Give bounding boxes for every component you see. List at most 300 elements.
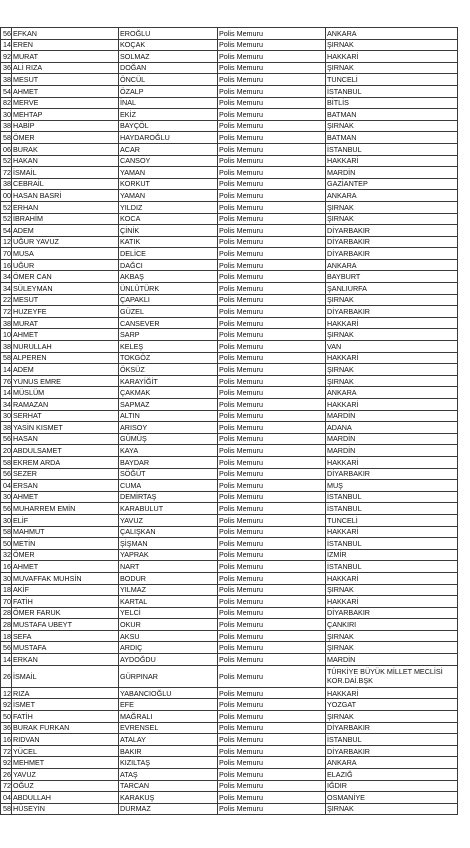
last-name-cell: DEMİRTAŞ	[119, 491, 218, 503]
unit-cell: ANKARA	[326, 259, 458, 271]
title-cell: Polis Memuru	[218, 803, 326, 815]
first-name-cell: SEFA	[12, 630, 119, 642]
unit-cell: ŞIRNAK	[326, 294, 458, 306]
unit-cell: ANKARA	[326, 28, 458, 40]
first-name-cell: ÖMER FARUK	[12, 607, 119, 619]
title-cell: Polis Memuru	[218, 433, 326, 445]
row-number-cell: 28	[1, 607, 12, 619]
unit-cell: İSTANBUL	[326, 561, 458, 573]
table-row	[1, 167, 458, 179]
unit-cell: GAZİANTEP	[326, 178, 458, 190]
last-name-cell: KIZILTAŞ	[119, 757, 218, 769]
title-cell: Polis Memuru	[218, 143, 326, 155]
title-cell: Polis Memuru	[218, 745, 326, 757]
last-name-cell: ATAŞ	[119, 769, 218, 781]
row-number-cell: 34	[1, 399, 12, 411]
table-row	[1, 538, 458, 550]
row-number-cell: 06	[1, 143, 12, 155]
last-name-cell: HAYDAROĞLU	[119, 132, 218, 144]
title-cell: Polis Memuru	[218, 364, 326, 376]
last-name-cell: DELİCE	[119, 248, 218, 260]
title-cell: Polis Memuru	[218, 294, 326, 306]
last-name-cell: KORKUT	[119, 178, 218, 190]
title-cell: Polis Memuru	[218, 480, 326, 492]
first-name-cell: ABDULLAH	[12, 792, 119, 804]
title-cell: Polis Memuru	[218, 734, 326, 746]
first-name-cell: YÜCEL	[12, 745, 119, 757]
table-row	[1, 178, 458, 190]
last-name-cell: MAĞRALI	[119, 711, 218, 723]
table-row	[1, 294, 458, 306]
table-row	[1, 271, 458, 283]
row-number-cell: 12	[1, 236, 12, 248]
unit-cell: HAKKARİ	[326, 51, 458, 63]
personnel-table-body	[1, 28, 458, 815]
title-cell: Polis Memuru	[218, 642, 326, 654]
table-row	[1, 745, 458, 757]
first-name-cell: ADEM	[12, 225, 119, 237]
title-cell: Polis Memuru	[218, 769, 326, 781]
row-number-cell: 52	[1, 213, 12, 225]
unit-cell: İSTANBUL	[326, 734, 458, 746]
row-number-cell: 70	[1, 248, 12, 260]
row-number-cell: 36	[1, 62, 12, 74]
row-number-cell: 58	[1, 456, 12, 468]
unit-cell: ANKARA	[326, 190, 458, 202]
unit-cell: ÇANKIRI	[326, 619, 458, 631]
first-name-cell: ERSAN	[12, 480, 119, 492]
row-number-cell: 14	[1, 387, 12, 399]
first-name-cell: METİN	[12, 538, 119, 550]
unit-cell: HAKKARİ	[326, 155, 458, 167]
first-name-cell: YUNUS EMRE	[12, 375, 119, 387]
first-name-cell: AHMET	[12, 329, 119, 341]
table-row	[1, 584, 458, 596]
first-name-cell: YASİN KISMET	[12, 422, 119, 434]
first-name-cell: SÜLEYMAN	[12, 283, 119, 295]
row-number-cell: 56	[1, 468, 12, 480]
title-cell: Polis Memuru	[218, 39, 326, 51]
first-name-cell: ELİF	[12, 514, 119, 526]
last-name-cell: AYDOĞDU	[119, 654, 218, 666]
first-name-cell: SEZER	[12, 468, 119, 480]
first-name-cell: MURAT	[12, 51, 119, 63]
row-number-cell: 92	[1, 757, 12, 769]
title-cell: Polis Memuru	[218, 167, 326, 179]
title-cell: Polis Memuru	[218, 213, 326, 225]
last-name-cell: GÜRPINAR	[119, 665, 218, 687]
title-cell: Polis Memuru	[218, 259, 326, 271]
title-cell: Polis Memuru	[218, 97, 326, 109]
first-name-cell: MERVE	[12, 97, 119, 109]
unit-cell: ŞIRNAK	[326, 642, 458, 654]
first-name-cell: HÜSEYİN	[12, 803, 119, 815]
title-cell: Polis Memuru	[218, 514, 326, 526]
row-number-cell: 38	[1, 317, 12, 329]
table-row	[1, 445, 458, 457]
row-number-cell: 28	[1, 619, 12, 631]
row-number-cell: 38	[1, 422, 12, 434]
table-row	[1, 399, 458, 411]
row-number-cell: 82	[1, 97, 12, 109]
first-name-cell: EFKAN	[12, 28, 119, 40]
unit-cell: İSTANBUL	[326, 491, 458, 503]
first-name-cell: FATİH	[12, 711, 119, 723]
first-name-cell: EREN	[12, 39, 119, 51]
row-number-cell: 30	[1, 572, 12, 584]
last-name-cell: ŞİŞMAN	[119, 538, 218, 550]
row-number-cell: 16	[1, 259, 12, 271]
last-name-cell: GÜMÜŞ	[119, 433, 218, 445]
unit-cell: ŞIRNAK	[326, 39, 458, 51]
title-cell: Polis Memuru	[218, 352, 326, 364]
unit-cell: MARDİN	[326, 167, 458, 179]
unit-cell: BİTLİS	[326, 97, 458, 109]
unit-cell: ŞIRNAK	[326, 584, 458, 596]
unit-cell: HAKKARİ	[326, 687, 458, 699]
last-name-cell: YAPRAK	[119, 549, 218, 561]
row-number-cell: 70	[1, 596, 12, 608]
first-name-cell: AHMET	[12, 85, 119, 97]
last-name-cell: BAKIR	[119, 745, 218, 757]
title-cell: Polis Memuru	[218, 619, 326, 631]
title-cell: Polis Memuru	[218, 329, 326, 341]
table-row	[1, 619, 458, 631]
unit-cell: DİYARBAKIR	[326, 468, 458, 480]
last-name-cell: YILMAZ	[119, 584, 218, 596]
unit-cell: İZMİR	[326, 549, 458, 561]
title-cell: Polis Memuru	[218, 62, 326, 74]
last-name-cell: YAMAN	[119, 167, 218, 179]
last-name-cell: SOLMAZ	[119, 51, 218, 63]
first-name-cell: HABİP	[12, 120, 119, 132]
first-name-cell: İSMAİL	[12, 665, 119, 687]
first-name-cell: CEBRAİL	[12, 178, 119, 190]
row-number-cell: 16	[1, 561, 12, 573]
row-number-cell: 14	[1, 39, 12, 51]
title-cell: Polis Memuru	[218, 445, 326, 457]
unit-cell: İSTANBUL	[326, 503, 458, 515]
table-row	[1, 607, 458, 619]
title-cell: Polis Memuru	[218, 399, 326, 411]
table-row	[1, 433, 458, 445]
row-number-cell: 26	[1, 769, 12, 781]
row-number-cell: 16	[1, 734, 12, 746]
row-number-cell: 30	[1, 410, 12, 422]
last-name-cell: ÜNLÜTÜRK	[119, 283, 218, 295]
title-cell: Polis Memuru	[218, 757, 326, 769]
unit-cell: ADANA	[326, 422, 458, 434]
row-number-cell: 18	[1, 584, 12, 596]
table-row	[1, 665, 458, 687]
last-name-cell: AKBAŞ	[119, 271, 218, 283]
row-number-cell: 56	[1, 642, 12, 654]
title-cell: Polis Memuru	[218, 283, 326, 295]
unit-cell: İSTANBUL	[326, 538, 458, 550]
last-name-cell: KARAYİĞİT	[119, 375, 218, 387]
first-name-cell: HASAN	[12, 433, 119, 445]
row-number-cell: 56	[1, 433, 12, 445]
row-number-cell: 58	[1, 352, 12, 364]
unit-cell: İSTANBUL	[326, 143, 458, 155]
title-cell: Polis Memuru	[218, 190, 326, 202]
title-cell: Polis Memuru	[218, 456, 326, 468]
first-name-cell: AKİF	[12, 584, 119, 596]
unit-cell: HAKKARİ	[326, 572, 458, 584]
first-name-cell: NURULLAH	[12, 341, 119, 353]
table-row	[1, 780, 458, 792]
unit-cell: ŞIRNAK	[326, 329, 458, 341]
unit-cell: MARDİN	[326, 445, 458, 457]
unit-cell: MARDİN	[326, 433, 458, 445]
table-row	[1, 74, 458, 86]
unit-cell: İSTANBUL	[326, 85, 458, 97]
row-number-cell: 34	[1, 271, 12, 283]
row-number-cell: 54	[1, 85, 12, 97]
table-row	[1, 225, 458, 237]
unit-cell: IĞDIR	[326, 780, 458, 792]
unit-cell: DİYARBAKIR	[326, 722, 458, 734]
first-name-cell: MEHTAP	[12, 109, 119, 121]
last-name-cell: KARTAL	[119, 596, 218, 608]
title-cell: Polis Memuru	[218, 422, 326, 434]
table-row	[1, 39, 458, 51]
row-number-cell: 58	[1, 803, 12, 815]
row-number-cell: 58	[1, 132, 12, 144]
first-name-cell: MUVAFFAK MUHSİN	[12, 572, 119, 584]
table-row	[1, 248, 458, 260]
table-row	[1, 97, 458, 109]
title-cell: Polis Memuru	[218, 341, 326, 353]
last-name-cell: SÖĞÜT	[119, 468, 218, 480]
table-row	[1, 711, 458, 723]
title-cell: Polis Memuru	[218, 468, 326, 480]
title-cell: Polis Memuru	[218, 317, 326, 329]
row-number-cell: 04	[1, 480, 12, 492]
last-name-cell: AKSU	[119, 630, 218, 642]
unit-cell: ŞANLIURFA	[326, 283, 458, 295]
unit-cell: DİYARBAKIR	[326, 607, 458, 619]
last-name-cell: SAPMAZ	[119, 399, 218, 411]
last-name-cell: ARDIÇ	[119, 642, 218, 654]
title-cell: Polis Memuru	[218, 271, 326, 283]
table-row	[1, 654, 458, 666]
first-name-cell: MEHMET	[12, 757, 119, 769]
row-number-cell: 22	[1, 294, 12, 306]
last-name-cell: ÇAPAKLI	[119, 294, 218, 306]
row-number-cell: 30	[1, 491, 12, 503]
row-number-cell: 58	[1, 526, 12, 538]
table-row	[1, 722, 458, 734]
first-name-cell: MUSA	[12, 248, 119, 260]
title-cell: Polis Memuru	[218, 85, 326, 97]
unit-cell: HAKKARİ	[326, 526, 458, 538]
unit-cell: OSMANİYE	[326, 792, 458, 804]
unit-cell: ŞIRNAK	[326, 630, 458, 642]
table-row	[1, 132, 458, 144]
title-cell: Polis Memuru	[218, 28, 326, 40]
row-number-cell: 92	[1, 699, 12, 711]
last-name-cell: KARAKUŞ	[119, 792, 218, 804]
title-cell: Polis Memuru	[218, 236, 326, 248]
last-name-cell: YABANCIOĞLU	[119, 687, 218, 699]
table-row	[1, 62, 458, 74]
row-number-cell: 56	[1, 28, 12, 40]
first-name-cell: MUHARREM EMİN	[12, 503, 119, 515]
row-number-cell: 50	[1, 538, 12, 550]
unit-cell: ŞIRNAK	[326, 120, 458, 132]
last-name-cell: ÖKSÜZ	[119, 364, 218, 376]
row-number-cell: 54	[1, 225, 12, 237]
row-number-cell: 26	[1, 665, 12, 687]
last-name-cell: ÖNCÜL	[119, 74, 218, 86]
row-number-cell: 20	[1, 445, 12, 457]
last-name-cell: KOCA	[119, 213, 218, 225]
table-row	[1, 734, 458, 746]
row-number-cell: 32	[1, 549, 12, 561]
first-name-cell: İSMAİL	[12, 167, 119, 179]
table-row	[1, 341, 458, 353]
last-name-cell: KOÇAK	[119, 39, 218, 51]
title-cell: Polis Memuru	[218, 132, 326, 144]
last-name-cell: TOKGÖZ	[119, 352, 218, 364]
row-number-cell: 52	[1, 201, 12, 213]
title-cell: Polis Memuru	[218, 572, 326, 584]
last-name-cell: İNAL	[119, 97, 218, 109]
title-cell: Polis Memuru	[218, 201, 326, 213]
first-name-cell: HUZEYFE	[12, 306, 119, 318]
unit-cell: YOZGAT	[326, 699, 458, 711]
last-name-cell: ÖZALP	[119, 85, 218, 97]
last-name-cell: ÇİNİK	[119, 225, 218, 237]
first-name-cell: HASAN BASRİ	[12, 190, 119, 202]
last-name-cell: EROĞLU	[119, 28, 218, 40]
table-row	[1, 236, 458, 248]
first-name-cell: İSMET	[12, 699, 119, 711]
title-cell: Polis Memuru	[218, 503, 326, 515]
row-number-cell: 76	[1, 375, 12, 387]
title-cell: Polis Memuru	[218, 607, 326, 619]
first-name-cell: AHMET	[12, 561, 119, 573]
unit-cell: BAYBURT	[326, 271, 458, 283]
unit-cell: MARDİN	[326, 410, 458, 422]
table-row	[1, 757, 458, 769]
unit-cell: ŞIRNAK	[326, 375, 458, 387]
row-number-cell: 38	[1, 341, 12, 353]
last-name-cell: DAĞCI	[119, 259, 218, 271]
title-cell: Polis Memuru	[218, 654, 326, 666]
row-number-cell: 30	[1, 109, 12, 121]
last-name-cell: BAYÇÖL	[119, 120, 218, 132]
first-name-cell: OĞUZ	[12, 780, 119, 792]
first-name-cell: MUSTAFA	[12, 642, 119, 654]
first-name-cell: ERKAN	[12, 654, 119, 666]
unit-cell: VAN	[326, 341, 458, 353]
unit-cell: ŞIRNAK	[326, 201, 458, 213]
last-name-cell: YELCİ	[119, 607, 218, 619]
row-number-cell: 38	[1, 178, 12, 190]
last-name-cell: KELEŞ	[119, 341, 218, 353]
table-row	[1, 699, 458, 711]
last-name-cell: ALTIN	[119, 410, 218, 422]
last-name-cell: OKUR	[119, 619, 218, 631]
unit-cell: DİYARBAKIR	[326, 745, 458, 757]
table-row	[1, 375, 458, 387]
last-name-cell: YAVUZ	[119, 514, 218, 526]
table-row	[1, 792, 458, 804]
row-number-cell: 34	[1, 283, 12, 295]
row-number-cell: 30	[1, 514, 12, 526]
last-name-cell: KATIK	[119, 236, 218, 248]
table-row	[1, 387, 458, 399]
row-number-cell: 38	[1, 120, 12, 132]
last-name-cell: CANSOY	[119, 155, 218, 167]
first-name-cell: UĞUR YAVUZ	[12, 236, 119, 248]
row-number-cell: 00	[1, 190, 12, 202]
title-cell: Polis Memuru	[218, 51, 326, 63]
table-row	[1, 190, 458, 202]
table-row	[1, 803, 458, 815]
first-name-cell: YAVUZ	[12, 769, 119, 781]
title-cell: Polis Memuru	[218, 699, 326, 711]
table-row	[1, 642, 458, 654]
row-number-cell: 72	[1, 780, 12, 792]
table-row	[1, 687, 458, 699]
title-cell: Polis Memuru	[218, 538, 326, 550]
unit-cell: ANKARA	[326, 757, 458, 769]
row-number-cell: 38	[1, 74, 12, 86]
title-cell: Polis Memuru	[218, 584, 326, 596]
first-name-cell: MAHMUT	[12, 526, 119, 538]
first-name-cell: MESUT	[12, 74, 119, 86]
table-row	[1, 143, 458, 155]
title-cell: Polis Memuru	[218, 387, 326, 399]
title-cell: Polis Memuru	[218, 687, 326, 699]
table-row	[1, 526, 458, 538]
row-number-cell: 56	[1, 503, 12, 515]
unit-cell: ELAZIĞ	[326, 769, 458, 781]
table-row	[1, 456, 458, 468]
last-name-cell: ACAR	[119, 143, 218, 155]
unit-cell: TUNCELİ	[326, 514, 458, 526]
unit-cell: TÜRKİYE BÜYÜK MİLLET MECLİSİ KOR.DAİ.BŞK	[326, 665, 458, 687]
first-name-cell: ERHAN	[12, 201, 119, 213]
table-row	[1, 514, 458, 526]
first-name-cell: İBRAHİM	[12, 213, 119, 225]
last-name-cell: NART	[119, 561, 218, 573]
unit-cell: HAKKARİ	[326, 456, 458, 468]
title-cell: Polis Memuru	[218, 596, 326, 608]
unit-cell: MARDİN	[326, 654, 458, 666]
title-cell: Polis Memuru	[218, 155, 326, 167]
table-row	[1, 306, 458, 318]
row-number-cell: 18	[1, 630, 12, 642]
last-name-cell: KARABULUT	[119, 503, 218, 515]
last-name-cell: YILDIZ	[119, 201, 218, 213]
first-name-cell: EKREM ARDA	[12, 456, 119, 468]
row-number-cell: 50	[1, 711, 12, 723]
row-number-cell: 52	[1, 155, 12, 167]
title-cell: Polis Memuru	[218, 178, 326, 190]
row-number-cell: 72	[1, 306, 12, 318]
title-cell: Polis Memuru	[218, 306, 326, 318]
table-row	[1, 259, 458, 271]
row-number-cell: 12	[1, 687, 12, 699]
title-cell: Polis Memuru	[218, 491, 326, 503]
table-row	[1, 596, 458, 608]
table-row	[1, 491, 458, 503]
last-name-cell: GÜZEL	[119, 306, 218, 318]
